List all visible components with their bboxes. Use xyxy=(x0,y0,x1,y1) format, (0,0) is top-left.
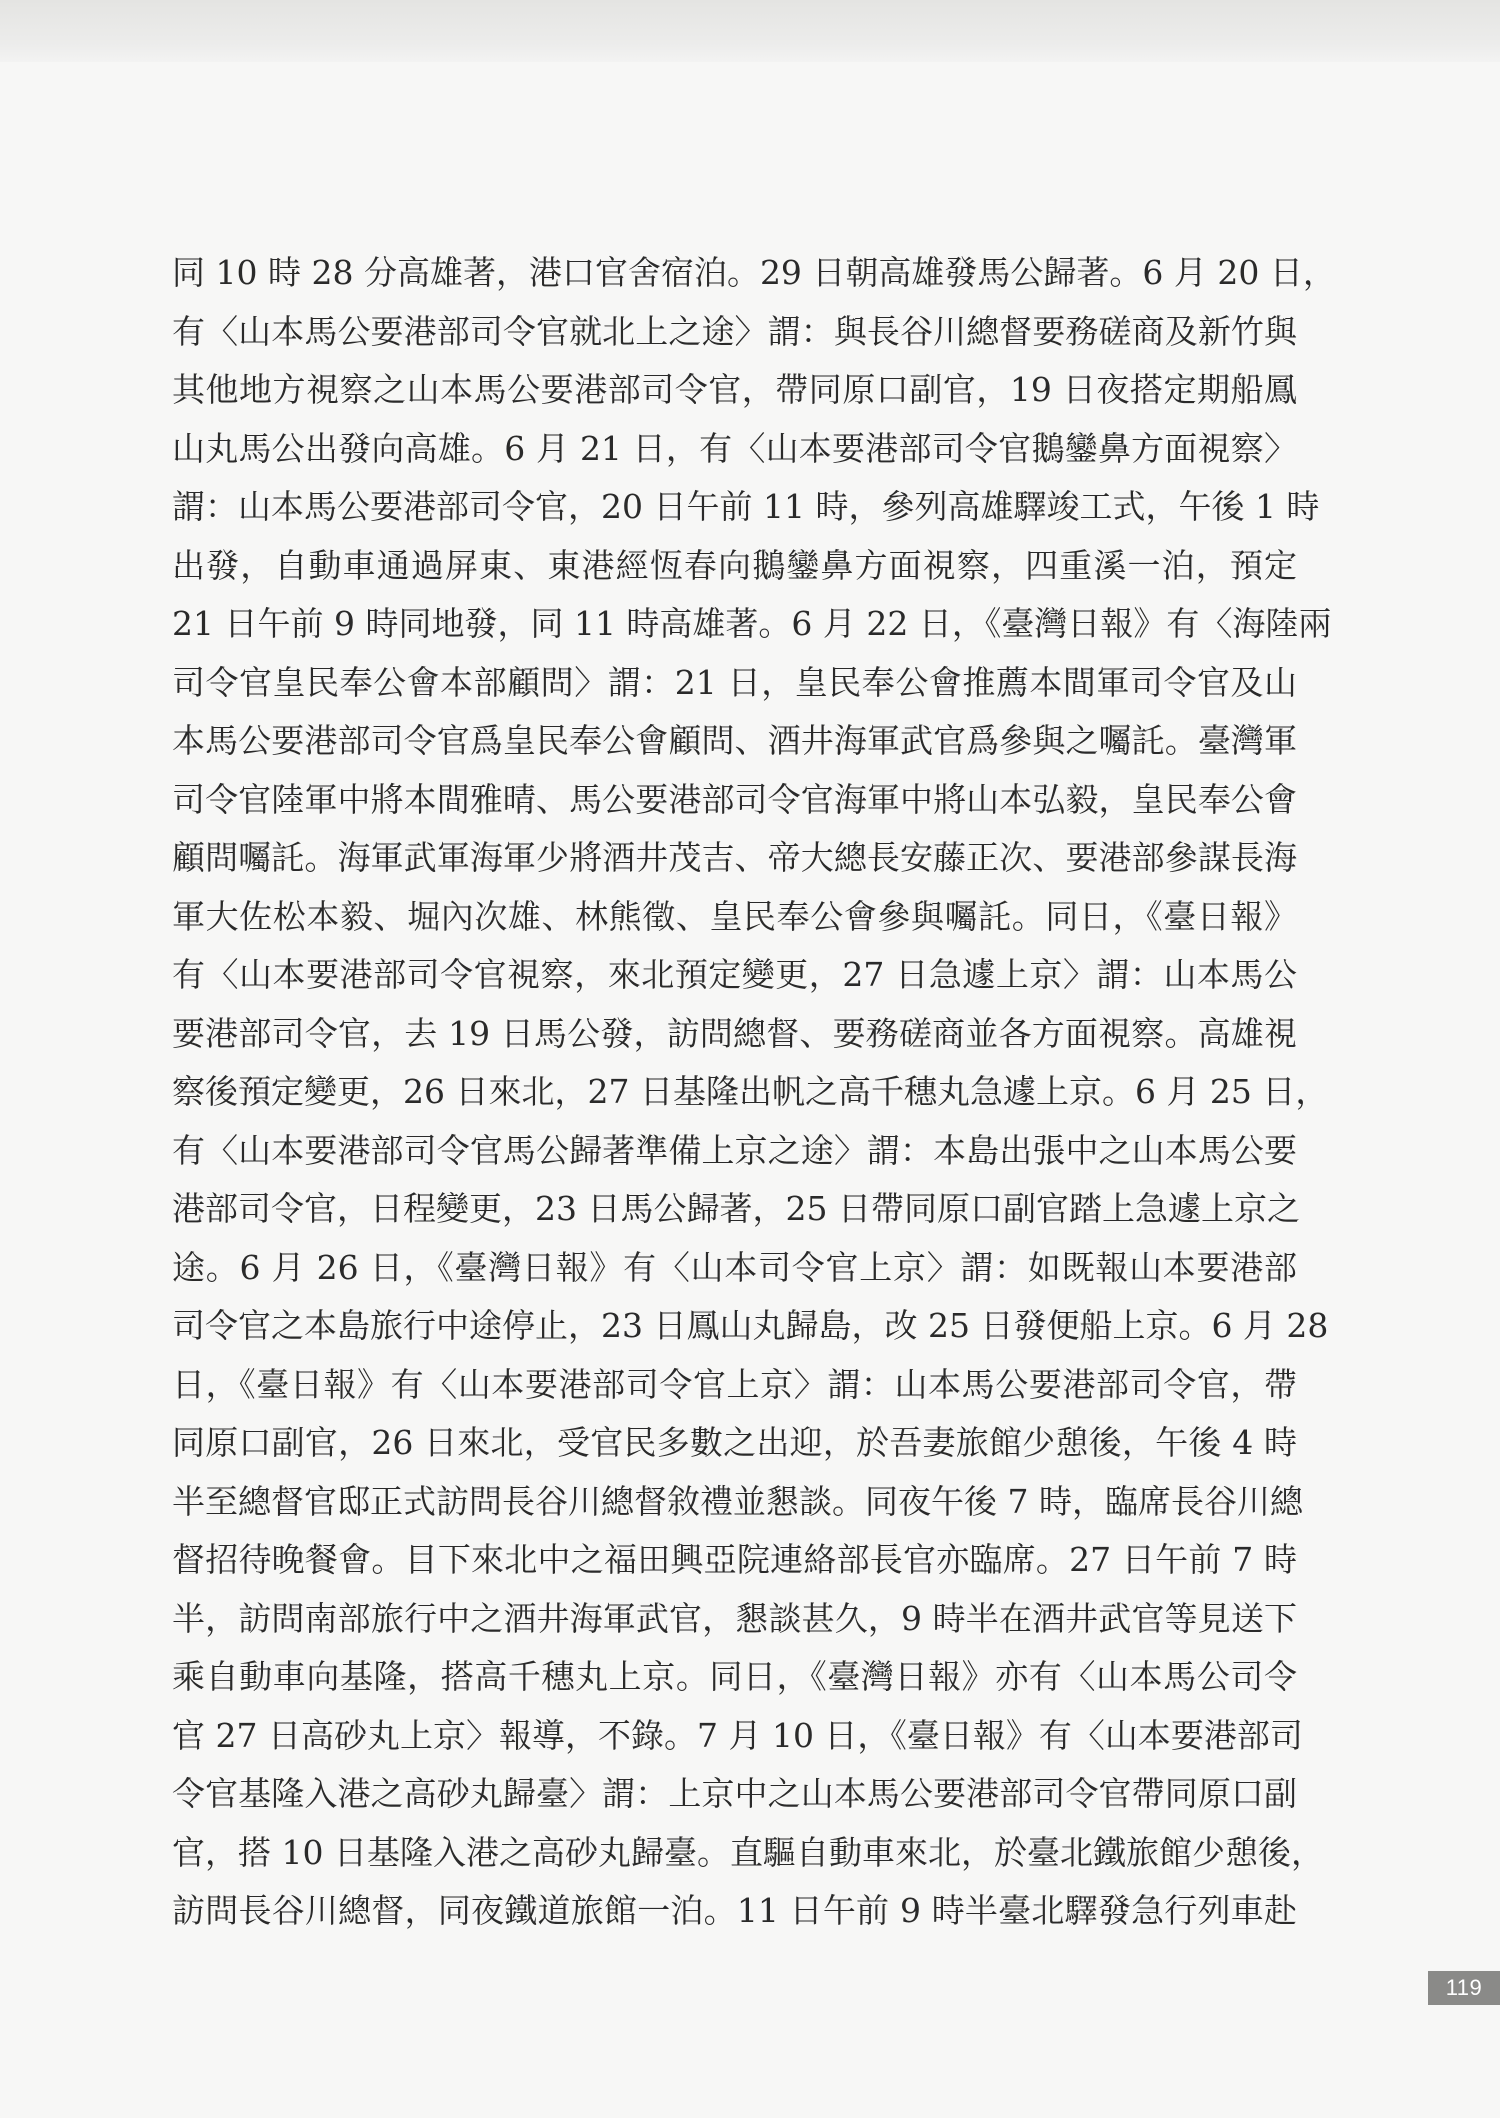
text-line: 半，訪問南部旅行中之酒井海軍武官，懇談甚久，9 時半在酒井武官等見送下 xyxy=(172,1598,1297,1638)
text-line: 途。6 月 26 日，《臺灣日報》有〈山本司令官上京〉謂：如既報山本要港部 xyxy=(172,1247,1297,1287)
text-line: 同 10 時 28 分高雄著，港口官舍宿泊。29 日朝高雄發馬公歸著。6 月 20 日， xyxy=(172,253,1336,292)
text-line: 訪問長谷川總督，同夜鐵道旅館一泊。11 日午前 9 時半臺北驛發急行列車赴 xyxy=(172,1891,1297,1930)
text-line: 21 日午前 9 時同地發，同 11 時高雄著。6 月 22 日，《臺灣日報》有〈海陸兩 xyxy=(172,604,1332,643)
text-line: 有〈山本馬公要港部司令官就北上之途〉謂：與長谷川總督要務磋商及新竹與 xyxy=(172,311,1297,351)
text-line: 有〈山本要港部司令官視察，來北預定變更，27 日急遽上京〉謂：山本馬公 xyxy=(172,955,1297,994)
text-line: 督招待晚餐會。目下來北中之福田興亞院連絡部長官亦臨席。27 日午前 7 時 xyxy=(172,1540,1297,1579)
scan-top-margin xyxy=(0,0,1500,62)
text-line: 其他地方視察之山本馬公要港部司令官，帶同原口副官，19 日夜搭定期船鳳 xyxy=(172,370,1297,409)
text-line: 司令官皇民奉公會本部顧問〉謂：21 日，皇民奉公會推薦本間軍司令官及山 xyxy=(172,662,1297,702)
text-line: 官 27 日高砂丸上京〉報導，不錄。7 月 10 日，《臺日報》有〈山本要港部司 xyxy=(172,1715,1303,1755)
text-line: 本馬公要港部司令官爲皇民奉公會顧問、酒井海軍武官爲參與之囑託。臺灣軍 xyxy=(172,721,1297,760)
text-line: 港部司令官，日程變更，23 日馬公歸著，25 日帶同原口副官踏上急遽上京之 xyxy=(172,1189,1300,1228)
text-line: 司令官陸軍中將本間雅晴、馬公要港部司令官海軍中將山本弘毅，皇民奉公會 xyxy=(172,779,1297,819)
text-line: 要港部司令官，去 19 日馬公發，訪問總督、要務磋商並各方面視察。高雄視 xyxy=(172,1013,1297,1053)
text-line: 出發，自動車通過屏東、東港經恆春向鵝鑾鼻方面視察，四重溪一泊，預定 xyxy=(172,545,1297,585)
text-line: 有〈山本要港部司令官馬公歸著準備上京之途〉謂：本島出張中之山本馬公要 xyxy=(172,1130,1297,1170)
text-line: 乘自動車向基隆，搭高千穗丸上京。同日，《臺灣日報》亦有〈山本馬公司令 xyxy=(172,1657,1297,1696)
text-line: 顧問囑託。海軍武軍海軍少將酒井茂吉、帝大總長安藤正次、要港部參謀長海 xyxy=(172,838,1297,877)
body-text xyxy=(172,244,1336,1941)
text-line: 山丸馬公出發向高雄。6 月 21 日，有〈山本要港部司令官鵝鑾鼻方面視察〉 xyxy=(172,428,1297,468)
text-line: 察後預定變更，26 日來北，27 日基隆出帆之高千穗丸急遽上京。6 月 25 日， xyxy=(172,1072,1329,1111)
text-line: 同原口副官，26 日來北，受官民多數之出迎，於吾妻旅館少憩後，午後 4 時 xyxy=(172,1423,1297,1462)
text-line: 軍大佐松本毅、堀內次雄、林熊徵、皇民奉公會參與囑託。同日，《臺日報》 xyxy=(172,896,1297,936)
page-number: 119 xyxy=(1428,1971,1500,2005)
text-line: 司令官之本島旅行中途停止，23 日鳳山丸歸島，改 25 日發便船上京。6 月 28 xyxy=(172,1306,1329,1345)
text-line: 謂：山本馬公要港部司令官，20 日午前 11 時，參列高雄驛竣工式，午後 1 時 xyxy=(172,487,1320,526)
text-line: 半至總督官邸正式訪問長谷川總督敘禮並懇談。同夜午後 7 時，臨席長谷川總 xyxy=(172,1481,1303,1521)
text-line: 官，搭 10 日基隆入港之高砂丸歸臺。直驅自動車來北，於臺北鐵旅館少憩後， xyxy=(172,1832,1324,1872)
text-line: 令官基隆入港之高砂丸歸臺〉謂：上京中之山本馬公要港部司令官帶同原口副 xyxy=(172,1774,1297,1813)
text-line: 日，《臺日報》有〈山本要港部司令官上京〉謂：山本馬公要港部司令官，帶 xyxy=(172,1364,1297,1404)
